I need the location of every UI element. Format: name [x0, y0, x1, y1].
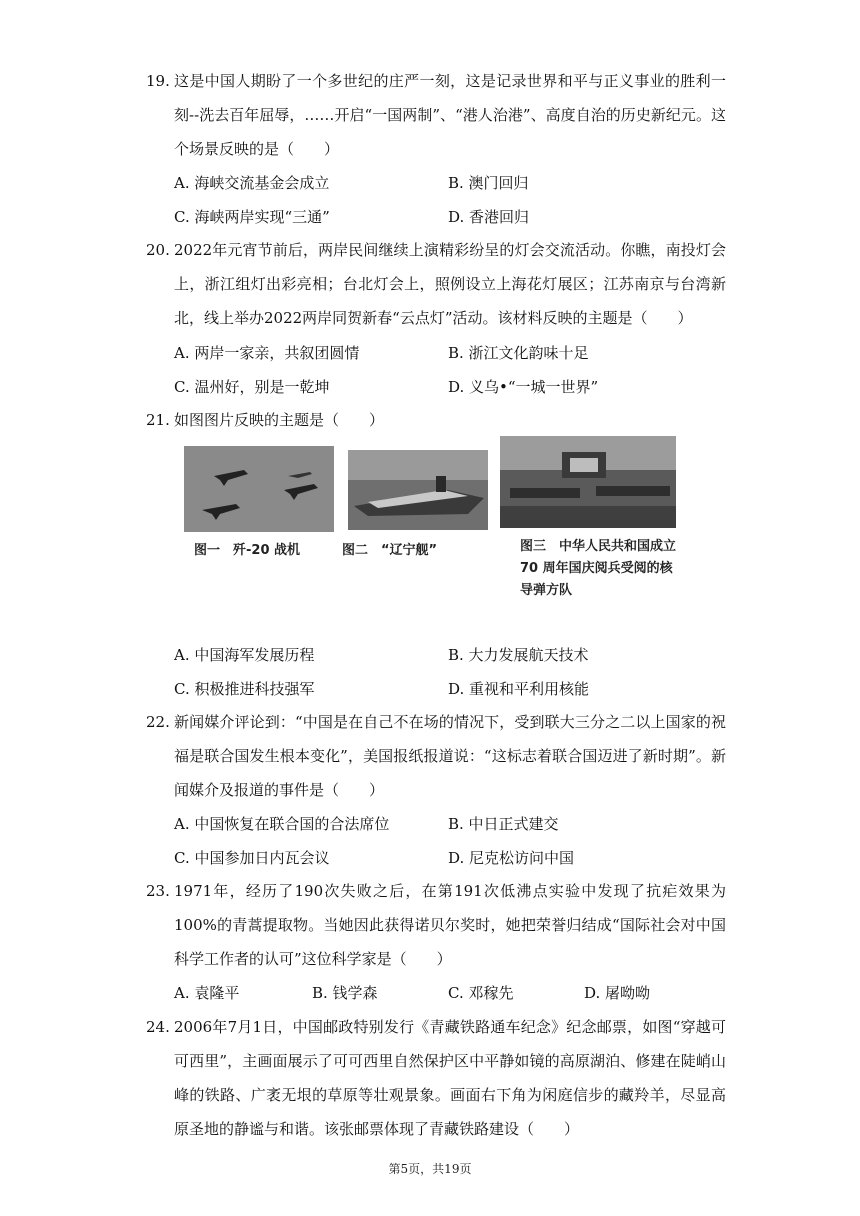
option-d: D. 义乌•“一城一世界”	[448, 378, 599, 396]
option-b: B. 中日正式建交	[448, 815, 559, 833]
question-text: 2022年元宵节前后，两岸民间继续上演精彩纷呈的灯会交流活动。你瞧，南投灯会上，浙江组灯出彩亮相；台北灯会上，照例设立上海花灯展区；江苏南京与台湾新北，线上举办2022两岸同贺新春“云点灯”活动。该材料反映的主题是（ ）	[174, 241, 726, 327]
option-c: C. 海峡两岸实现“三通”	[174, 208, 330, 226]
option-b: B. 浙江文化韵味十足	[448, 344, 589, 362]
option-b: B. 大力发展航天技术	[448, 646, 589, 664]
option-b: B. 钱学森	[312, 984, 378, 1002]
option-d: D. 香港回归	[448, 208, 530, 226]
question-text: 新闻媒介评论到：“中国是在自己不在场的情况下，受到联大三分之二以上国家的祝福是联合国发生根本变化”，美国报纸报道说：“这标志着联合国迈进了新时期”。新闻媒介及报道的事件是（ ）	[174, 713, 726, 799]
option-a: A. 海峡交流基金会成立	[174, 174, 330, 192]
question-text: 如图图片反映的主题是（ ）	[174, 411, 385, 429]
option-a: A. 中国恢复在联合国的合法席位	[174, 815, 390, 833]
option-a: A. 两岸一家亲，共叙团圆情	[174, 344, 360, 362]
question-21	[146, 403, 726, 437]
option-c: C. 积极推进科技强军	[174, 680, 315, 698]
question-text: 2006年7月1日，中国邮政特别发行《青藏铁路通车纪念》纪念邮票，如图“穿越可可西里”，主画面展示了可可西里自然保护区中平静如镜的高原湖泊、修建在陡峭山峰的铁路、广袤无垠的草原等壮观景象。画面右下角为闲庭信步的藏羚羊，尽显高原圣地的静谧与和谐。该张邮票体现了青藏铁路建设（ ）	[174, 1018, 726, 1138]
option-d: D. 重视和平利用核能	[448, 680, 590, 698]
option-d: D. 屠呦呦	[584, 984, 651, 1002]
option-a: A. 袁隆平	[174, 984, 240, 1002]
question-number: 20.	[146, 241, 170, 259]
option-c: C. 中国参加日内瓦会议	[174, 849, 330, 867]
figure-group	[182, 436, 682, 616]
figure-3-caption: 图三 中华人民共和国成立 70 周年国庆阅兵受阅的核导弹方队	[520, 539, 677, 598]
question-number: 24.	[146, 1018, 170, 1036]
question-number: 23.	[146, 882, 170, 900]
figure-2-caption: 图二 “辽宁舰”	[342, 543, 438, 558]
question-number: 19.	[146, 72, 170, 90]
option-c: C. 温州好，别是一乾坤	[174, 378, 330, 396]
option-b: B. 澳门回归	[448, 174, 529, 192]
aircraft-carrier-image	[348, 450, 488, 530]
figure-3-parade	[500, 436, 676, 528]
option-c: C. 邓稼先	[448, 984, 514, 1002]
figure-1-jets	[184, 446, 334, 532]
question-20	[146, 233, 726, 335]
question-number: 21.	[146, 411, 170, 429]
fighter-jets-image	[184, 446, 334, 532]
question-text: 1971年，经历了190次失败之后，在第191次低沸点实验中发现了抗疟效果为100%的青蒿提取物。当她因此获得诺贝尔奖时，她把荣誉归结成“国际社会对中国科学工作者的认可”这位科学家是（ ）	[174, 882, 726, 968]
question-22	[146, 705, 726, 807]
question-23	[146, 874, 726, 976]
question-24	[146, 1010, 726, 1146]
figure-1-caption: 图一 歼-20 战机	[194, 543, 301, 558]
missile-parade-image	[500, 436, 676, 528]
option-d: D. 尼克松访问中国	[448, 849, 575, 867]
question-number: 22.	[146, 713, 170, 731]
question-19	[146, 64, 726, 166]
question-text: 这是中国人期盼了一个多世纪的庄严一刻，这是记录世界和平与正义事业的胜利一刻--洗去百年屈辱，……开启“一国两制”、“港人治港”、高度自治的历史新纪元。这个场景反映的是（ ）	[174, 72, 726, 158]
page-footer: 第5页，共19页	[388, 1162, 472, 1176]
option-a: A. 中国海军发展历程	[174, 646, 315, 664]
figure-2-carrier	[348, 450, 488, 530]
